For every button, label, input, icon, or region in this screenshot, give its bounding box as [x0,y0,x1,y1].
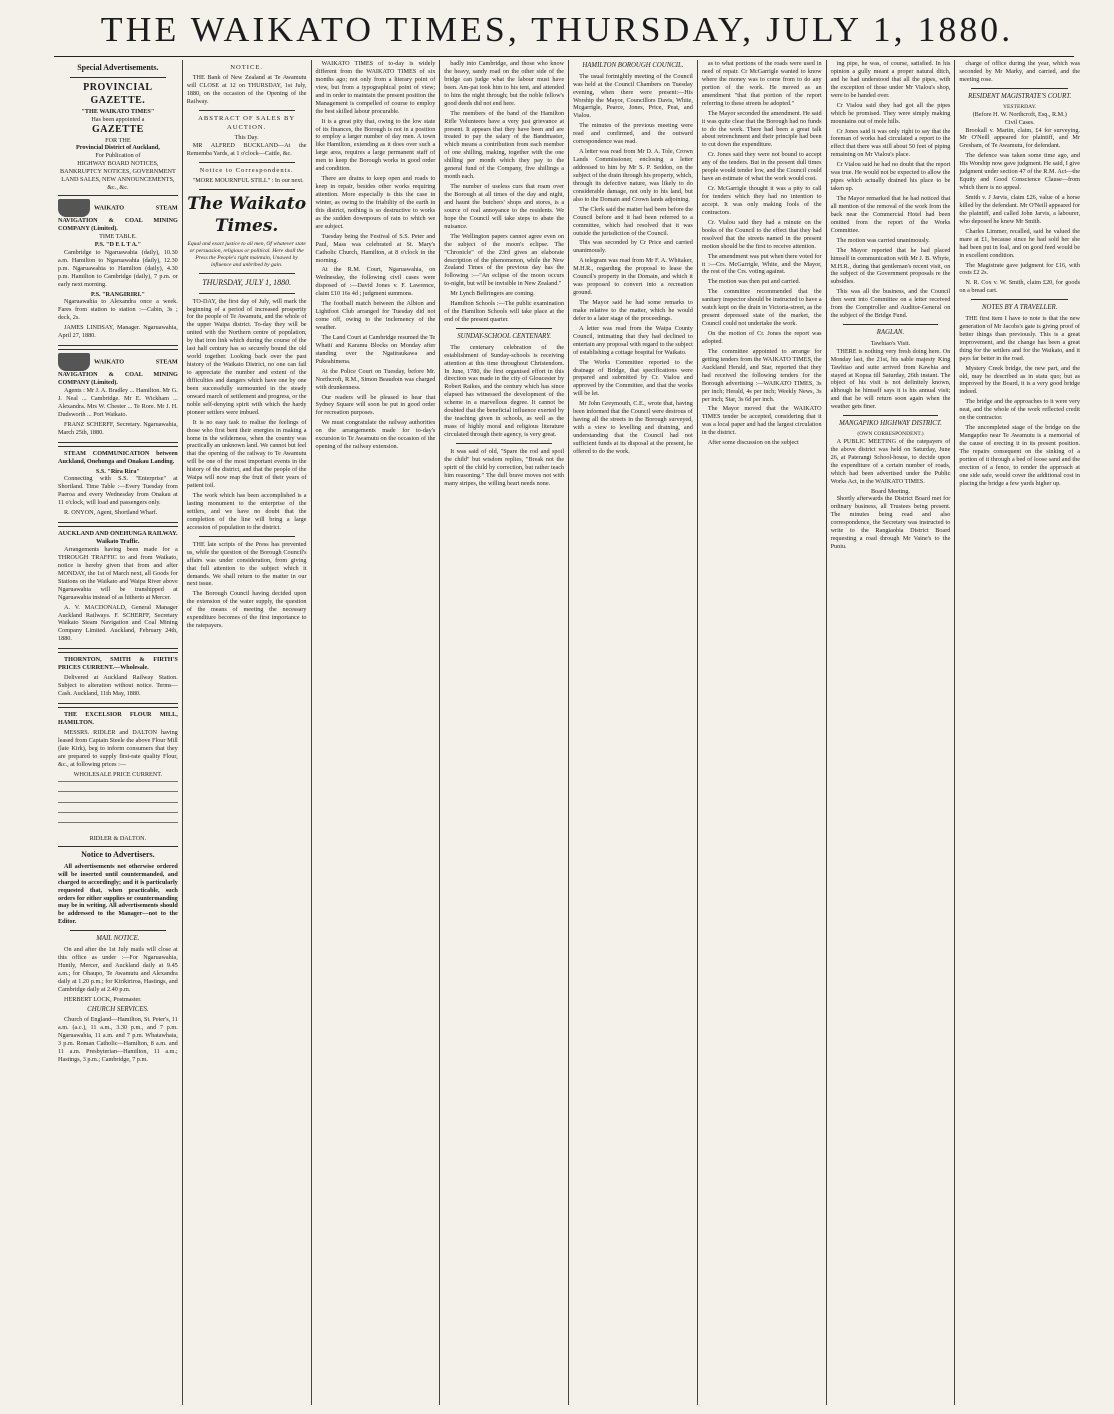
article-paragraph: badly into Cambridge, and those who know the heavy, sandy road on the other side of the bridge can judge what the labour must have been. Am-pai took him to his tent, and attended to him the night through; but the noble fellow's good deeds did not end here. [444,60,565,107]
notice-advertisers-text: All advertisements not otherwise ordered will be inserted until countermanded, and charged to accordingly; and it is particularly requested that, when practicable, such orders for either supplies or countermanding may be in writing. All advertisements should be addressed to the Manager—not to the Editor. [58,862,178,926]
publication-text: HIGHWAY BOARD NOTICES, BANKRUPTCY NOTICES, GOVERNMENT LAND SALES, NEW ANNOUNCEMENTS, &c., &c. [59,160,176,192]
police-court-paragraph: At the Police Court on Tuesday, before Mr. Northcroft, R.M., Simon Beaudoin was charged with drunkenness. [315,367,436,391]
delta-heading: P.S. "D E L T A." [94,240,142,248]
council-paragraph: Cr Jones said it was only right to say that the foreman of works had circulated a report to the effect that there was still about 50 feet of piping remaining on Mr Vialou's place. [830,127,951,159]
council-paragraph: Cr. Jones said they were not bound to accept any of the tenders. But in the present dull times people would tender low, and the Council could have an estimate of what the work would cost. [701,151,822,183]
council-paragraph: Mr John Greymouth, C.E., wrote that, having been informed that the Council were desirous of having all the streets in the Borough surveyed, with a view to levelling and draining, and understanding that the Council had not sufficient funds at its disposal at the present, he offered to do the work. [573,400,693,455]
curs-paragraph: The number of useless curs that roam over the Borough at all times of the day and night, and haunt the butchers' shops and stores, is a source of real annoyance to the residents. We hope the Council will take steps to abate the nuisance. [444,183,565,230]
lindsay-signature: JAMES LINDSAY, Manager. Ngaruawahia, April 27, 1880. [58,324,178,340]
schools-paragraph: Hamilton Schools :—The public examination of the Hamilton Schools will take place at the end of the present quarter. [444,300,565,324]
council-paragraph: The Mayor reported that he had placed himself in communication with Mr J. B. Whyte, M.H.R., during that gentleman's recent visit, on the subject of the Government proposals re the subsidies. [830,246,951,286]
divider [843,324,939,325]
divider [199,189,295,190]
council-paragraph: The Mayor said he had some remarks to make relative to the matter, which he would defer to a later stage of the proceedings. [573,299,693,322]
this-day-text: This Day. [234,134,259,142]
sunday-school-heading: SUNDAY-SCHOOL CENTENARY. [457,333,552,340]
tawhiao-heading: Tawhiao's Visit. [870,339,911,347]
traffic-text: Arrangements having been made for a THROUGH TRAFFIC to and from Waikato, notice is hereby given that from and after MONDAY, the 1st of March next, all Goods for Stations on the Waikato and Waipa River above Ngaruawahia will be transhipped at Ngaruawahia instead of as hitherto at Mercer. [58,546,178,601]
land-court-paragraph: The Land Court at Cambridge resumed the Te Whatii and Karamu Blocks on Monday after standing over the Ngatiraukawa and Pukeahimena. [315,333,436,365]
mail-notice-heading: MAIL NOTICE. [96,935,140,943]
motto-text: Equal and exact justice to all men, Of whatever state or persuasion, religious or political. Here shall the Press the People's right maintain, Unawed by influence and unbribed by gain. [187,240,306,269]
rm-court-heading: RESIDENT MAGISTRATE'S COURT. [968,92,1072,100]
wholesale-heading: WHOLESALE PRICE CURRENT. [73,770,163,778]
divider [199,110,295,111]
for-the-text: FOR THE [105,136,131,144]
council-paragraph: Cr Vialou said he had no doubt that the report was true. He would not be expected to allow the pipes which actually drained his place to be taken up. [830,161,951,193]
abstract-heading: ABSTRACT OF SALES BY AUCTION. [198,115,296,131]
column-4 [440,60,569,1405]
agents-text: Agents : Mr J. A. Bradley ... Hamilton. Mr G. J. Neal ... Cambridge. Mr E. Wickham ... Alexandra. Mrs W. Chester ... Te Rore. Mr J. H. Dudsworth ... Port Waikato. [58,387,178,418]
steam-company-title-2: WAIKATO STEAM NAVIGATION & COAL MINING COMPANY (Limited). [58,358,178,387]
price-table [58,781,178,831]
civil-case-text: Charles Limmer, recalled, said he valued the mare at £1, because since he had sold her she had been put in foal, and on good feed would be in excellent condition. [959,227,1080,259]
church-services-text: Church of England—Hamilton, St. Peter's, 11 a.m. (a.c.), 11 a.m., 3.30 p.m., and 7 p.m. Ngaruawahia, 11 a.m. and 7 p.m. Whatawhata, 3 p.m. Roman Catholic—Hamilton, 8 a.m. and 11 a.m. Presbyterian—Hamilton, 11 a.m.; Hastings, 3 p.m.; Cambridge, 7 p.m. [58,1016,178,1063]
council-paragraph: The motion was then put and carried. [707,278,801,286]
council-paragraph: ing pipe, he was, of course, satisfied. In his opinion a gully meant a proper natural ditch, and he had understood that all the pipes, with the exception of those under Mr Vialou's shop, were to be handed over. [830,60,951,99]
rira-text: Connecting with S.S. "Enterprise" at Shortland. Time Table :—Every Tuesday from Paeroa and every Wednesday from Onakau at 11 o'clock, will load and passengers only. [58,475,178,507]
leader-paragraph-5: The Borough Council having decided upon the extension of the water supply, the question of the means of meeting the necessary expenditure becomes of the first importance to the ratepayers. [186,590,307,630]
before-label: (Before H. W. Northcroft, Esq., R.M.) [972,110,1067,118]
excelsior-title: THE EXCELSIOR FLOUR MILL, HAMILTON. [58,710,178,726]
coal-mining-ad [58,349,178,443]
raglan-text: THERE is nothing very fresh doing here. On Monday last, the 21st, his sable majesty King Tawhiao and suite arrived from Kawhia and stayed at Kopua till Saturday, 26th instant. The object of his visit is not definitely known, although he himself says it is his annual visit; and that he will return soon again when the weather gets finer. [830,347,951,411]
divider [70,77,166,78]
rangiriri-heading: P.S. "RANGIRIRI." [90,290,145,298]
notice-heading: NOTICE. [230,64,264,71]
council-paragraph: Cr Vialou said they had got all the pipes which he promised. They were simply making mountains out of mole hills. [830,101,951,125]
article-paragraph: WAIKATO TIMES of to-day is widely different from the WAIKATO TIMES of six months ago; not only from a literary point of view, but from a typographical point of view; and in order to maintain the present position the Management is compelled of course to employ the best skilled labour procurable. [315,60,436,115]
board-meeting-heading: Board Meeting. [871,487,910,495]
council-paragraph: Cr. McGarrigle thought it was a pity to call for tenders which they had no intention to accept. It was only making fools of the contractors. [701,185,822,216]
article-paragraph: It is a great pity that, owing to the low state of its finances, the Borough is not in a position to employ a larger number of day men. A town like Hamilton, extending as it does over such a large area, requires a large permanent staff of men to keep the Borough works in good order and condition. [315,117,436,173]
meeting-close-text: charge of office during the year, which was seconded by Mr Marky, and carried, and the meeting rose. [959,60,1080,83]
column-5 [569,60,698,1405]
council-paragraph: A letter was read from the Waipa County Council, intimating that they had declined to entertain any proposal with regard to the subject of establishing a cottage hospital for Waikato. [573,324,693,356]
railway-ad [58,526,178,649]
steam-communication-ad [58,446,178,524]
column-2 [183,60,312,1405]
mail-notice-text: On and after the 1st July mails will close at this office as under :—For Ngaruawahia, Huntly, Mercer, and Auckland daily at 9.45 a.m.; for Ohaupo, Te Awamutu and Alexandra daily at 1.20 p.m.; for Kirikiriroa, Hastings, and Cambridge daily at 2.40 p.m. [58,945,178,993]
rira-heading: S.S. "Rira Rira" [95,467,140,475]
thornton-title: THORNTON, SMITH & FIRTH'S PRICES CURRENT.—Wholesale. [58,656,178,672]
leader-paragraph-3: The work which has been accomplished is a lasting monument to the enterprise of the settlers, and we have no doubt that the completion of the line will bring a large accession of population to the district. [186,492,307,531]
steam-communication-title: STEAM COMMUNICATION between Auckland, Onehunga and Onakau Landing. [58,449,178,465]
bank-notice-text: THE Bank of New Zealand at Te Awamutu will CLOSE at 12 on THURSDAY, 1st July, 1880, on the occasion of the Opening of the Railway. [186,74,307,106]
leader-paragraph-4: THE late scripts of the Press has prevented us, while the question of the Borough Council's affairs was under consideration, from giving that full attention to the subject which it demands. We shall return to the matter in our next issue. [186,540,307,588]
onyon-signature: R. ONYON, Agent, Shortland Wharf. [64,509,158,517]
own-correspondent-label: (OWN CORRESPONDENT.) [857,430,924,437]
macdonald-signature: A. V. MACDONALD, General Manager Auckland Railways. F. SCHERFF, Secretary Waikato Steam Navigation and Coal Mining Company Limited. Auckland, February 24th, 1880. [58,603,178,643]
notes-text: The uncompleted stage of the bridge on the Mangapiko near Te Awamutu is a memorial of the cause of erecting it in its present position. The repairs consequent on the sinking of a portion of it through a bed of loose sand and the erection of a fence, to render the approach at one side safe, would cover the additional cost in placing the bridge a few yards higher up. [959,424,1080,487]
notes-traveller-heading: NOTES BY A TRAVELLER. [982,304,1058,312]
masthead [0,0,1114,56]
council-paragraph: A letter was read from Mr D. A. Tole, Crown Lands Commissioner, enclosing a letter addressed to him by Mr S. P. Seddon, on the subject of the drain through his property, which, through its defective nature, was likely to do considerable damage, not only to his land, but also to the Domain and Crown lands adjoining. [573,148,693,203]
wellington-paragraph: The Wellington papers cannot agree even on the subject of the moon's eclipse. The "Chronicle" of the 23rd gives an elaborate description of the phenomenon, while the New Zealand Times of the previous day has the following :—"An eclipse of the moon occurs to-night, but will be invisible in New Zealand." [444,232,565,288]
football-paragraph: The football match between the Albion and Lightfoot Club arranged for Tuesday did not come off, owing to the inclemency of the weather. [315,300,436,331]
bellringers-paragraph: Mr Lynch Bellringers are coming. [450,290,535,298]
council-paragraph: A telegram was read from Mr F. A. Whitaker, M.H.R., regarding the proposal to lease the Council's property in the Domain, and which it was proposed to convert into a recreation ground. [573,257,693,297]
time-table-heading: TIME TABLE. [99,232,137,240]
divider [199,536,295,537]
council-paragraph: The Mayor seconded the amendment. He said it was quite clear that the Borough had no funds to do the work. There had been a great talk about retrenchment and their principle had been to cut down the expenditure. [701,109,822,149]
rangiriri-text: Ngaruawahia to Alexandra once a week. Fares from station to station :—Cabin, 3s ; deck, 2s. [58,298,178,322]
civil-case-text: N. R. Cox v. W. Smith, claim £20, for goods on a bread cart. [959,279,1080,295]
council-paragraph: This was seconded by Cr Price and carried unanimously. [573,239,693,255]
issue-date: THURSDAY, JULY 1, 1880. [202,278,292,288]
steamship-icon [58,353,90,371]
civil-case-text: The defence was taken some time ago, and His Worship now gave judgment. He said, I give judgment under section 47 of the R.M. Act—the Equity and Good Conscience Clause—from which there is no appeal. [959,152,1080,192]
council-paragraph: as to what portions of the roads were used in need of repair. Cr McGarrigle wanted to know where the money was to come from to do any portion of the work. He moved as an amendment "that that portion of the report referring to these streets be adopted." [701,60,822,107]
postmaster-signature: HERBERT LOCK, Postmaster. [64,995,142,1003]
council-paragraph: Cr. Vialou said they had a minute on the books of the Council to the effect that they had resolved that the streets named in the present motion should be the first to receive attention. [701,218,822,250]
divider [456,328,552,329]
notes-text: THE first item I have to note is that the new generation of Mr Jacobs's gate is giving proof of better things than previously. This is a great improvement, and the change has been a great thing for the settlers and for the Waikato, and it pays far better in the road. [959,314,1080,362]
provincial-gazette-title: PROVINCIAL GAZETTE. [83,82,153,107]
divider [70,930,166,931]
judgment-text: The Magistrate gave judgment for £16, with costs £2 2s. [959,261,1080,277]
congratulate-paragraph: We must congratulate the railway authorities on the arrangements made for to-day's excursion to Te Awamutu on the occasion of the opening of the railway extension. [315,419,436,451]
column-7 [827,60,956,1405]
publication-label: For Publication of [95,152,141,160]
waikato-times-title: The Waikato Times. [187,194,307,236]
raglan-heading: RAGLAN. [876,329,905,337]
divider [199,162,295,163]
sunday-school-text: The centenary celebration of the establishment of Sunday-schools is receiving attention at this time throughout Christendom. In June, 1780, the first organised effort in this direction was made in the city of Gloucester by Robert Raikes, and the century which has since elapsed has witnessed the development of the scheme in a marvellous degree. It cannot be doubted that the beneficial influence exerted by the teaching given in schools, as well as the mass of highly moral and religious literature circulated through their agency, is very great. [444,343,565,438]
mangapiko-heading: MANGAPIKO HIGHWAY DISTRICT. [839,420,942,428]
council-paragraph: The usual fortnightly meeting of the Council was held at the Council Chambers on Tuesday evening, when there were present:—His Worship the Mayor, Councillors Davis, White, Mcgarrigle, Pearce, Jones, Price, Peat, and Vialou. [573,72,693,120]
band-paragraph: The members of the band of the Hamilton Rifle Volunteers have a very just grievance at present. It appears that they have been and are treated to pay the salary of the Bandmaster, which means a contribution from each member of one shilling, making, together with the one shilling per month which they pay to the general fund of the Company, five shillings a month each. [444,109,565,181]
divider [843,415,939,416]
district-text: Provincial District of Auckland, [76,144,160,152]
waikato-times-name: "THE WAIKATO TIMES" [81,107,155,115]
council-paragraph: The amendment was put when there voted for it :—Crs. McGarrigle, White, and the Mayor, the rest of the Crs. voting against. [701,252,822,276]
mangapiko-text: A PUBLIC MEETING of the ratepayers of the above district was held on Saturday, June 26, at Paterangi School-house, to decide upon the expenditure of a certain number of roads, which had been advertised under the Public Works Act, in the WAIKATO TIMES. [830,437,951,485]
council-paragraph: After some discussion on the subject [707,439,799,447]
council-paragraph: The Clerk said the matter had been before the Council before and it had been referred to a committee, which had resolved that it was outside the jurisdiction of the Council. [573,205,693,237]
readers-paragraph: Our readers will be pleased to hear that Sydney Square will soon be put in good order for recreation purposes. [315,393,436,417]
notice-advertisers-heading: Notice to Advertisers. [81,849,155,859]
column-3 [312,60,441,1405]
secretary-text: FRANZ SCHERFF, Secretary. Ngaruawahia, March 25th, 1880. [58,420,178,436]
divider [971,299,1068,300]
article-paragraph: There are drains to keep open and roads to keep in repair, besides other works requiring attention. More especially is this the case in winter, as owing to the friability of the earth in this district, nothing is so destructive to works as the sudden downpours of rain to which we are subject. [315,175,436,230]
railway-title: AUCKLAND AND ONEHUNGA RAILWAY. [58,530,178,538]
divider [199,293,295,294]
festival-paragraph: Tuesday being the Festival of S.S. Peter and Paul, Mass was celebrated at St. Mary's Catholic Church, Hamilton, at 8 o'clock in the morning. [315,232,436,264]
leader-paragraph-1: TO-DAY, the first day of July, will mark the beginning of a period of increased prosperity for the people of Te Awamutu, and the whole of the upper Waipa district. To-day they will be united with the Northern centre of population, by that iron link which during the course of the last half century has so securely bound the old world together. Looking back over the past history of the Waikato District, no one can fail to appreciate the number and extent of the difficulties and dangers which have one by one been successfully surmounted in the steady onward march of settlement and progress, or the noble self-denying spirit with which the hardy pioneer settlers were imbued. [186,297,307,416]
special-ads-heading: Special Advertisements. [77,63,159,72]
appointed-text: Has been appointed a [91,115,145,123]
column-6 [698,60,827,1405]
divider [456,443,552,444]
council-paragraph: On the motion of Cr. Jones the report was adopted. [701,330,822,345]
spare-rod-paragraph: It was said of old, "Spare the rod and spoil the child" but wisdom replies, "Break not the spirit of the child by correction, but rather teach him reasoning." The dull brave moves not with many stripes, the willing heart needs none. [444,447,565,487]
columns [54,60,1084,1405]
excelsior-ad [58,707,178,847]
leader-paragraph-2: It is no easy task to realise the feelings of those who first bent their energies in making a home in the wilderness, when the country was practically an unknown land. We cannot but feel that the opening of the railway to Te Awamutu will be one of the most important events in the history of the district, and that the people of the Waipa will now reap the fruit of their years of patient toil. [186,418,307,490]
column-8 [955,60,1084,1405]
council-paragraph: The minutes of the previous meeting were read and confirmed, and the outward correspondence was read. [573,122,693,146]
steam-navigation-ad [58,195,178,346]
steamship-icon [58,199,90,217]
masthead-rule [54,56,1074,57]
correspondents-text: "MORE MOURNFUL STILL" : In our next. [192,177,304,185]
council-paragraph: This was all the business, and the Council then went into Committee on a letter received from the Comptroller and Auditor-General on the subject of the Bridge Fund. [830,288,951,320]
board-meeting-text: Shortly afterwards the District Board met for ordinary business, all Trustees being present. The minutes being read and also correspondence, the Secretary was instructed to write to the Rangiaohia District Board requesting a road through Mr Vaine's to the Puniu. [830,495,951,551]
council-paragraph: The committee recommended that the sanitary inspector should be instructed to have a watch kept on the drain in Victoria-street, as the present depressed state of the market, the Council could not undertake the work. [701,288,822,328]
auction-text: MR ALFRED BUCKLAND—At the Rememba Yards, at 1 o'clock—Cattle, &c. [186,142,307,157]
correspondents-heading: Notice to Correspondents. [199,166,294,174]
thornton-text: Delivered at Auckland Railway Station. Subject to alteration without notice. Terms—Cash. Auckland, 11th May, 1880. [58,674,178,697]
civil-case-text: Smith v. J Jarvis, claim £26, value of a horse killed by the defendant. Mr O'Neill appeared for the plaintiff, and called John Jarvis, a labourer, who deposed he knew Mr Smith. [959,194,1080,225]
traffic-heading: Waikato Traffic. [96,538,140,546]
council-paragraph: The motion was carried unanimously. [836,236,930,244]
thornton-ad [58,652,178,704]
ridler-signature: RIDLER & DALTON. [89,834,147,842]
civil-cases-heading: Civil Cases. [1004,118,1035,126]
masthead-title: THE WAIKATO TIMES, THURSDAY, JULY 1, 1880. [100,10,1014,49]
notes-text: Mystery Creek bridge, the new part, and the old, may be described as in statu quo; but as improved by the Board, it is a very good bridge indeed. [959,364,1080,396]
column-1 [54,60,183,1405]
delta-text: Cambridge to Ngaruawahia (daily), 10.30 a.m. Hamilton to Ngaruawahia (daily), 12.30 p.m. Ngaruawahia to Hamilton (daily), 4.30 p.m. Hamilton to Cambridge (daily), 7 p.m. or early next morning. [58,248,178,288]
excelsior-text: MESSRS. RIDLER and DALTON having leased from Captain Steele the above Flour Mill (late Kirk), beg to inform consumers that they are prepared to supply first-rate quality Flour, &c., at following prices :— [58,728,178,768]
notes-text: The bridge and the approaches to it were very neat, and the whole of the work reflected credit on the contractor. [959,398,1080,422]
divider [199,273,295,274]
council-paragraph: The Mayor remarked that he had noticed that all mention of the removal of the work from the back near the Commercial Hotel had been omitted from the report of the Works Committee. [830,195,951,234]
church-services-heading: CHURCH SERVICES. [87,1005,149,1013]
gazette-word: GAZETTE [91,123,144,135]
council-paragraph: The Works Committee reported to the drainage of Bridge, that specifications were prepared and submitted by Cr. Vialou and approved by the Committee, and that the works will be let. [573,358,693,398]
steam-company-title: WAIKATO STEAM NAVIGATION & COAL MINING COMPANY (Limited). [58,204,178,232]
council-paragraph: The Mayor moved that the WAIKATO TIMES tender be accepted, considering that it was a local paper and had the largest circulation in the district. [701,405,822,437]
divider [971,88,1068,89]
yesterday-label: YESTERDAY. [1002,103,1037,110]
council-paragraph: The committee appointed to arrange for getting tenders from the WAIKATO TIMES, the Auckland Herald, and Star, reported that they had received the following tenders for the Borough advertising :—WAIKATO TIMES, 3s per inch; Herald, 4s per inch; Weekly News, 3s per inch; Star, 3s 6d per inch. [701,347,822,403]
rm-court-paragraph: At the R.M. Court, Ngaruawahia, on Wednesday, the following civil cases were disposed of :—David Jones v. F. Lawrence, claim £10 16s 4d ; judgment summons. [315,266,436,298]
civil-case-text: Brookall v. Martin, claim, £4 for surveying. Mr O'Neill appeared for plaintiff, and Mr Gresham, of Te Awamutu, for defendant. [959,126,1080,150]
borough-council-heading: HAMILTON BOROUGH COUNCIL. [582,62,684,69]
